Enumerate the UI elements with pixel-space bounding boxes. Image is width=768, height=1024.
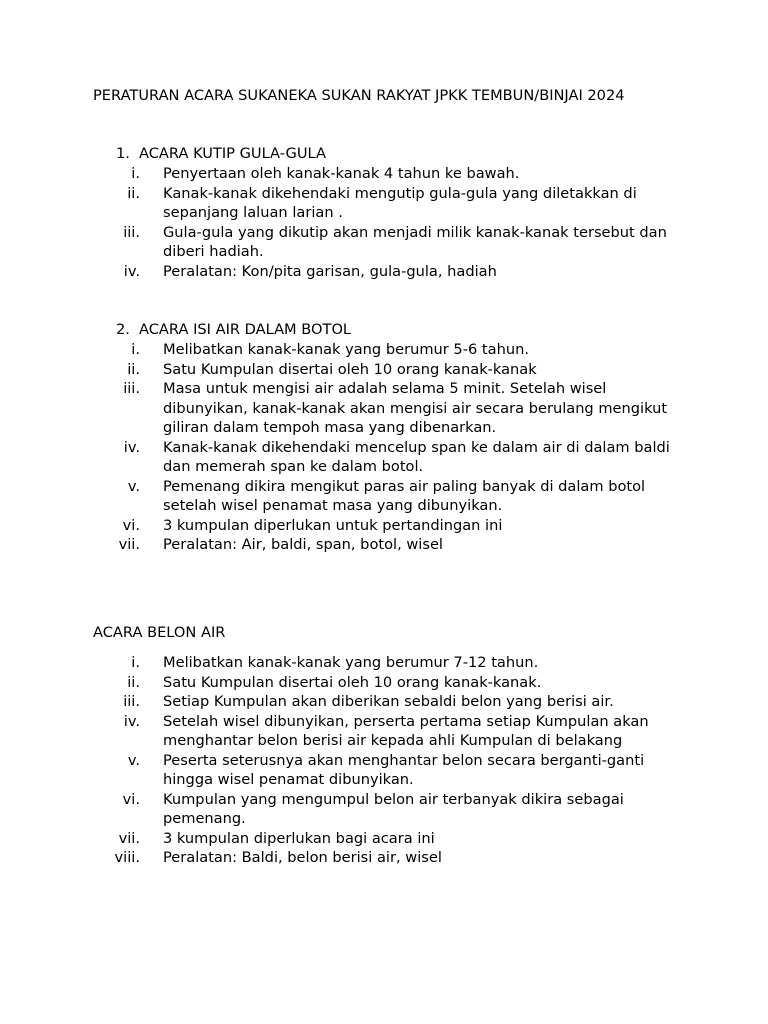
list-marker: iii. xyxy=(123,223,140,241)
list-marker: ii. xyxy=(127,360,140,378)
list-item-text: Setelah wisel dibunyikan, perserta pertama setiap Kumpulan akan menghantar belon berisi air kepada ahli Kumpulan di belakang xyxy=(163,712,649,749)
list-marker: v. xyxy=(127,751,140,769)
section-2-heading xyxy=(116,320,351,340)
section-title: ACARA ISI AIR DALAM BOTOL xyxy=(139,321,352,338)
list-item-text: Kanak-kanak dikehendaki mengutip gula-gula yang diletakkan di sepanjang laluan larian . xyxy=(163,184,637,221)
section-number: 1. xyxy=(116,145,130,162)
list-item-text: Gula-gula yang dikutip akan menjadi milik kanak-kanak tersebut dan diberi hadiah. xyxy=(163,223,667,260)
list-marker: iii. xyxy=(123,693,140,710)
section-title: ACARA BELON AIR xyxy=(93,624,226,641)
list-marker: i. xyxy=(131,165,140,182)
list-item-text: Pemenang dikira mengikut paras air paling banyak di dalam botol setelah wisel penamat masa yang dibunyikan. xyxy=(163,477,646,514)
section-3-heading xyxy=(93,623,225,643)
list-item xyxy=(0,379,688,438)
list-item xyxy=(0,653,688,673)
list-marker: i. xyxy=(131,654,140,671)
list-marker: viii. xyxy=(114,849,140,866)
list-marker: iii. xyxy=(123,380,140,397)
list-item-text: Kumpulan yang mengumpul belon air terbanyak dikira sebagai pemenang. xyxy=(163,790,624,827)
list-item xyxy=(0,516,688,536)
list-marker: iv. xyxy=(123,262,140,280)
section-3-list xyxy=(0,653,768,868)
list-item xyxy=(0,790,688,829)
section-title: ACARA KUTIP GULA-GULA xyxy=(139,145,326,162)
list-item xyxy=(0,262,688,282)
list-item xyxy=(0,164,688,184)
list-item xyxy=(0,477,688,516)
list-item xyxy=(0,360,688,380)
list-item xyxy=(0,673,688,693)
list-marker: iv. xyxy=(123,712,140,730)
list-item xyxy=(0,712,688,751)
list-marker: ii. xyxy=(127,673,140,691)
list-item xyxy=(0,184,688,223)
list-item xyxy=(0,340,688,360)
list-marker: iv. xyxy=(123,438,140,456)
list-item-text: Satu Kumpulan disertai oleh 10 orang kanak-kanak. xyxy=(163,673,542,691)
list-item-text: Masa untuk mengisi air adalah selama 5 minit. Setelah wisel dibunyikan, kanak-kanak akan mengisi air secara berulang mengikut giliran dalam tempoh masa yang dibenarkan. xyxy=(163,380,668,436)
list-marker: vii. xyxy=(118,829,140,847)
list-marker: i. xyxy=(131,341,140,358)
list-item-text: Peserta seterusnya akan menghantar belon secara berganti-ganti hingga wisel penamat dibunyikan. xyxy=(163,751,645,788)
list-item-text: Peralatan: Air, baldi, span, botol, wisel xyxy=(163,536,443,553)
list-item-text: 3 kumpulan diperlukan bagi acara ini xyxy=(163,829,435,847)
list-item xyxy=(0,751,688,790)
list-item-text: Kanak-kanak dikehendaki mencelup span ke dalam air di dalam baldi dan memerah span ke dalam botol. xyxy=(163,438,670,475)
list-item-text: 3 kumpulan diperlukan untuk pertandingan ini xyxy=(163,516,503,534)
section-1-heading xyxy=(116,144,326,164)
list-item-text: Melibatkan kanak-kanak yang berumur 5-6 tahun. xyxy=(163,341,529,358)
list-item-text: Peralatan: Kon/pita garisan, gula-gula, hadiah xyxy=(163,262,497,280)
section-1-list xyxy=(0,164,768,281)
list-item xyxy=(0,223,688,262)
list-item-text: Setiap Kumpulan akan diberikan sebaldi belon yang berisi air. xyxy=(163,693,614,710)
list-marker: vii. xyxy=(118,536,140,553)
list-marker: v. xyxy=(127,477,140,495)
section-number: 2. xyxy=(116,321,130,338)
list-item-text: Melibatkan kanak-kanak yang berumur 7-12 tahun. xyxy=(163,654,539,671)
list-item xyxy=(0,829,688,849)
list-item xyxy=(0,848,688,868)
list-item xyxy=(0,438,688,477)
list-item-text: Satu Kumpulan disertai oleh 10 orang kanak-kanak xyxy=(163,360,537,378)
list-item xyxy=(0,692,688,712)
list-marker: vi. xyxy=(122,790,140,808)
list-item-text: Penyertaan oleh kanak-kanak 4 tahun ke bawah. xyxy=(163,165,520,182)
list-item-text: Peralatan: Baldi, belon berisi air, wisel xyxy=(163,849,442,866)
section-2-list xyxy=(0,340,768,555)
list-marker: ii. xyxy=(127,184,140,202)
list-marker: vi. xyxy=(122,516,140,534)
list-item xyxy=(0,535,688,555)
document-title: PERATURAN ACARA SUKANEKA SUKAN RAKYAT JPKK TEMBUN/BINJAI 2024 xyxy=(93,87,625,104)
